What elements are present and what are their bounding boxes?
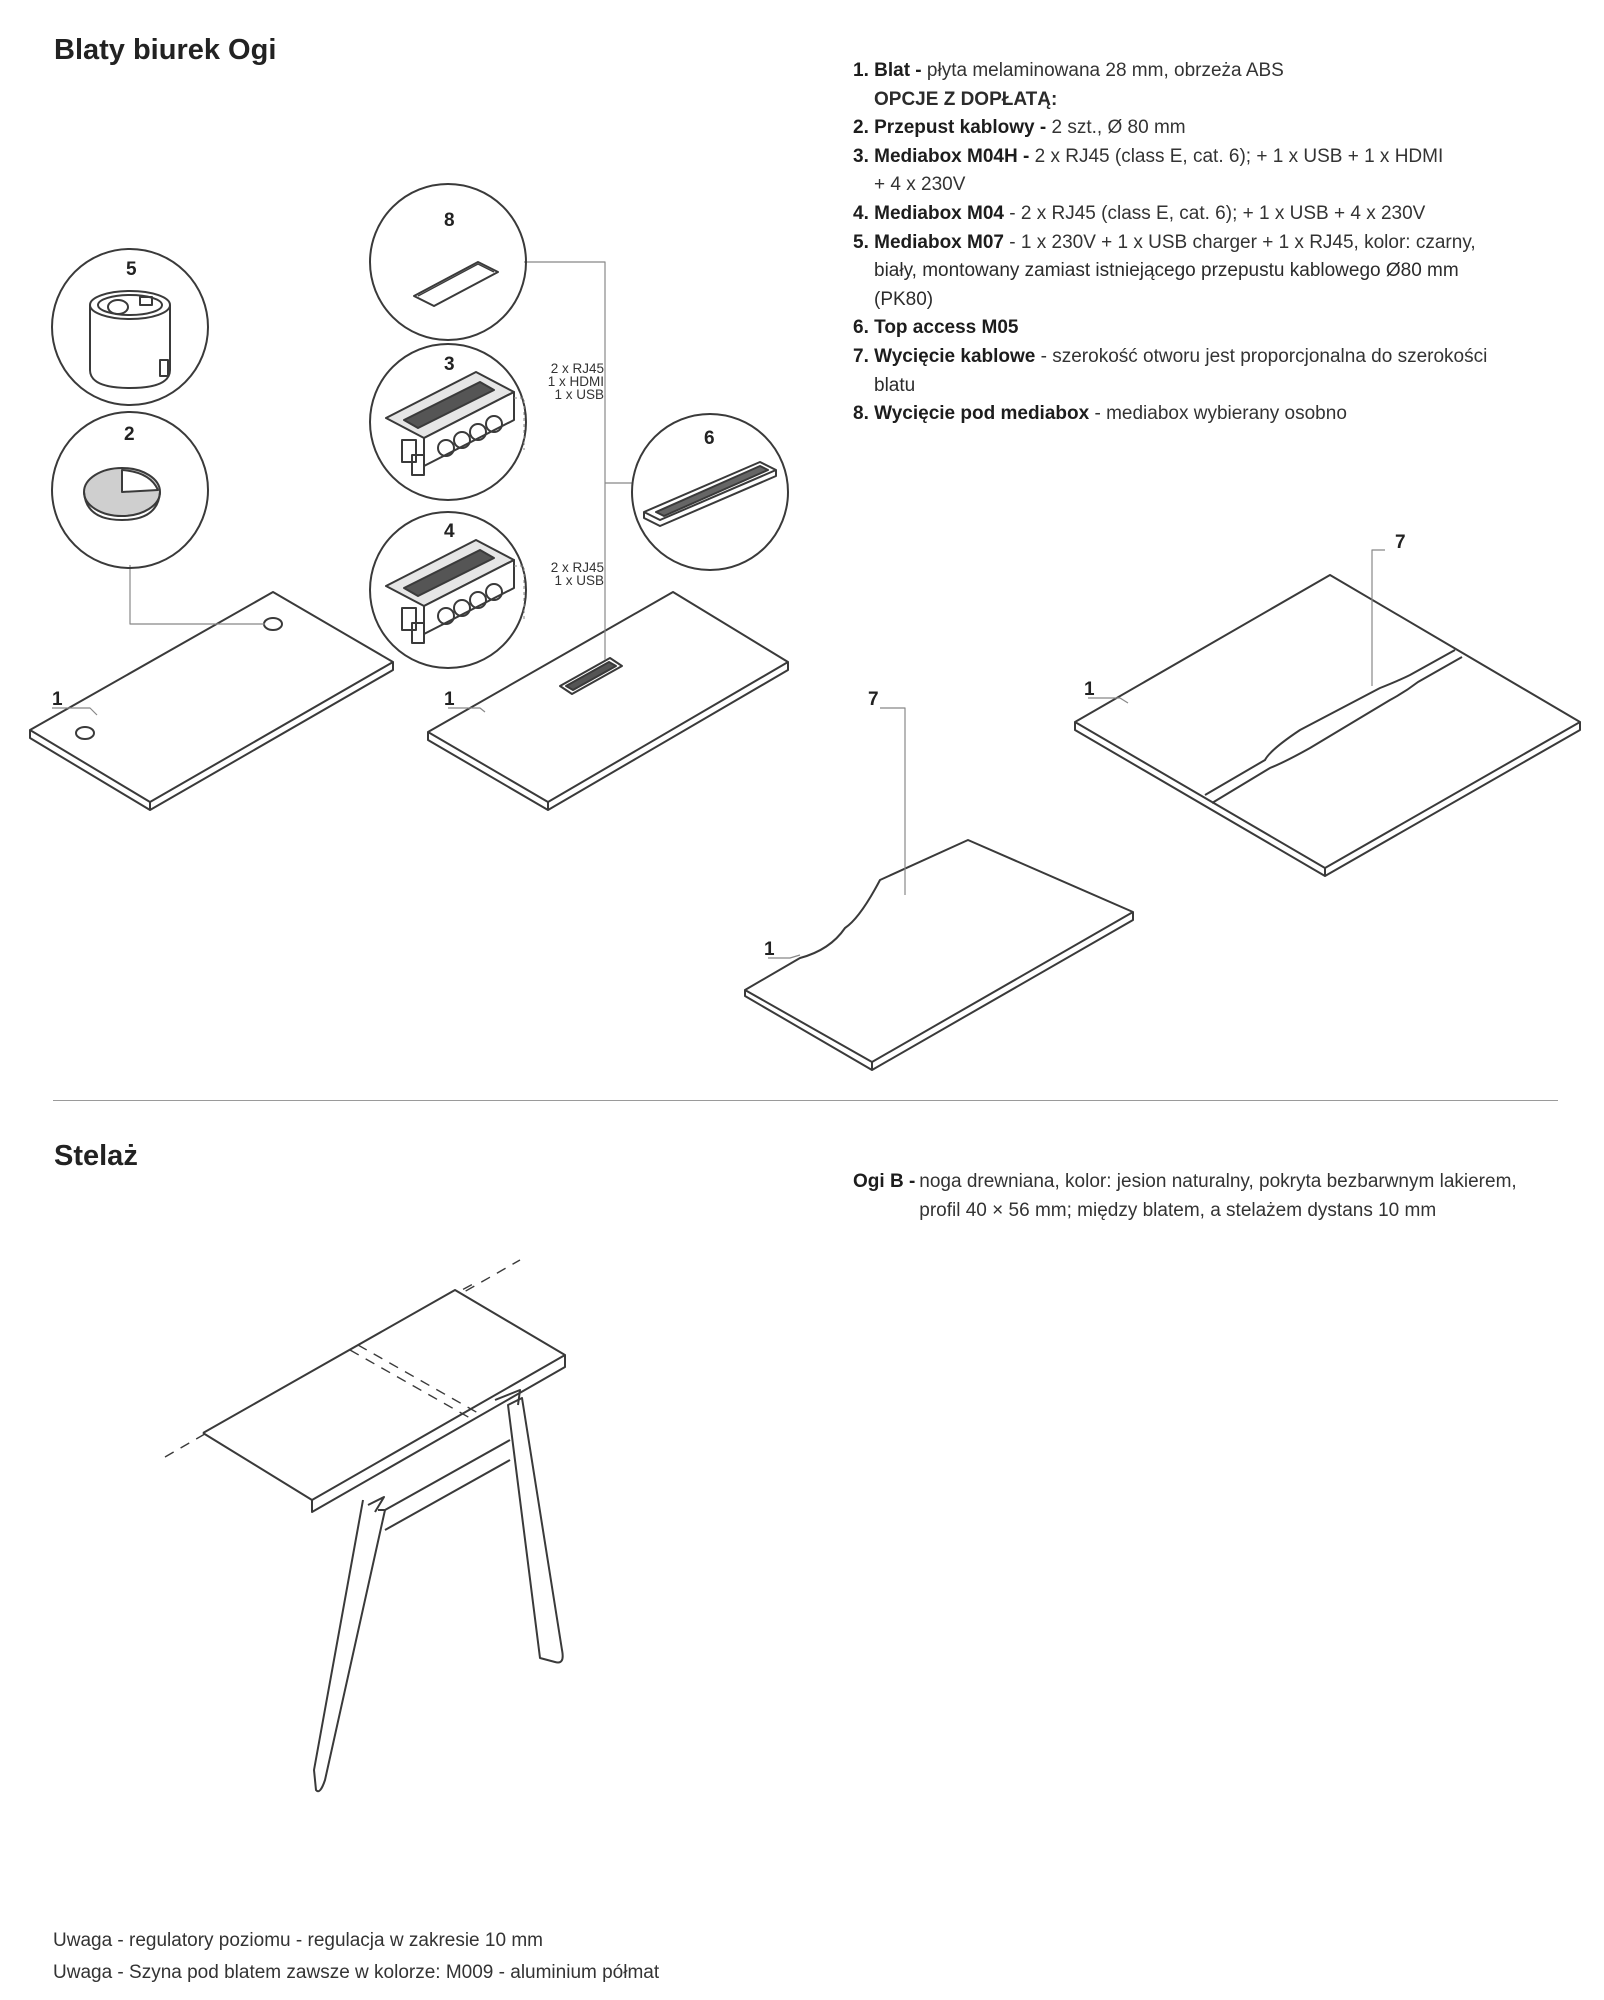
label-4: 4 [444,521,455,542]
label-1b: 1 [444,689,455,710]
desk-top-with-grommets [30,592,393,810]
spec-item-3: 3. Mediabox M04H - 2 x RJ45 (class E, cat. 6); + 1 x USB + 1 x HDMI [853,145,1444,167]
label-8: 8 [444,210,455,231]
desk-top-with-cable-notch [745,840,1133,1070]
leader-7a [880,708,905,895]
section-title-desk-tops: Blaty biurek Ogi [54,34,277,66]
detail-circle-8 [370,184,526,340]
note-leveling: Uwaga - regulatory poziomu - regulacja w zakresie 10 mm [53,1930,543,1951]
spec-item-1: 1. Blat - płyta melaminowana 28 mm, obrzeża ABS [853,60,1284,81]
spec-item-5-cont2: (PK80) [874,288,934,310]
label-3: 3 [444,354,455,375]
label-2: 2 [124,424,135,445]
frame-drawing [165,1260,565,1791]
spec-item-2: 2. Przepust kablowy - 2 szt., Ø 80 mm [853,117,1186,139]
label-5: 5 [126,259,137,280]
spec-item-8: 8. Wycięcie pod mediabox - mediabox wybierany osobno [853,403,1347,425]
label-7b: 7 [1395,532,1406,553]
label-6: 6 [704,428,715,449]
spec-item-4: 4. Mediabox M04 - 2 x RJ45 (class E, cat. 6); + 1 x USB + 4 x 230V [853,202,1426,224]
spec-item-6: 6. Top access M05 [853,317,1019,339]
spec-item-3-cont: + 4 x 230V [874,174,966,196]
label-1a: 1 [52,689,63,710]
spec-options-header: OPCJE Z DOPŁATĄ: [874,88,1058,110]
leader-8-6 [524,262,605,660]
note-rail-color: Uwaga - Szyna pod blatem zawsze w kolorze: M009 - aluminium półmat [53,1962,660,1983]
label-1c: 1 [764,939,775,960]
spec-item-5-cont: biały, montowany zamiast istniejącego przepustu kablowego Ø80 mm [874,260,1459,282]
spec-item-5: 5. Mediabox M07 - 1 x 230V + 1 x USB charger + 1 x RJ45, kolor: czarny, [853,231,1476,253]
frame-spec-ogi-b: Ogi B - noga drewniana, kolor: jesion naturalny, pokryta bezbarwnym lakierem, profil 40 × 56 mm; między blatem, a stelażem dystans 10 mm [853,1171,1517,1221]
port-label-m04-1: 1 x USB [554,573,604,588]
label-1d: 1 [1084,679,1095,700]
port-label-m04-0: 2 x RJ45 [550,560,604,575]
spec-item-7-cont: blatu [874,374,916,396]
desk-top-with-mediabox [428,592,788,810]
label-7a: 7 [868,689,879,710]
port-label-m04h-2: 1 x USB [554,387,604,402]
port-label-m04h-0: 2 x RJ45 [550,361,604,376]
port-label-m04h-1: 1 x HDMI [547,374,604,389]
desk-top-bench [1075,575,1580,876]
section-title-frame: Stelaż [54,1140,138,1172]
spec-item-7: 7. Wycięcie kablowe - szerokość otworu jest proporcjonalna do szerokości [853,345,1488,367]
